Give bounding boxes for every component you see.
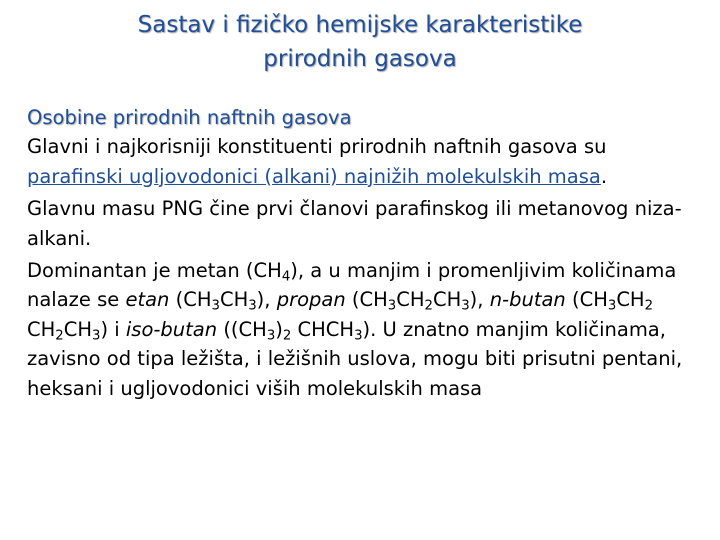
subscript: 2 <box>282 328 292 344</box>
title-line-1: Sastav i fizičko hemijske karakteristike <box>137 12 583 38</box>
subscript: 3 <box>92 328 101 344</box>
text-segment: ) i <box>100 317 126 341</box>
subscript: 3 <box>248 299 257 315</box>
text-segment: ), a u manjim i promenljivim količinama nalaze se <box>27 259 677 312</box>
slide-body <box>27 103 699 403</box>
paragraph-png-mass: Glavnu masu PNG čine prvi članovi parafinskog ili metanovog niza- alkani. <box>27 197 682 250</box>
paragraph-text: Glavni i najkorisniji konstituenti prirodnih naftnih gasova su <box>27 135 607 159</box>
subscript: 2 <box>644 299 654 315</box>
text-segment: Dominantan je metan (CH <box>27 259 282 283</box>
text-segment: (CH <box>345 288 388 312</box>
text-segment: ). U znatno manjim količinama, zavisno od tipa ležišta, i ležišnih uslova, mogu biti prisutni pentani, heksani i ugljovodonici viših molekulskih masa <box>27 317 683 400</box>
italic-iso-butan: iso-butan <box>125 317 218 341</box>
italic-n-butan: n-butan <box>489 288 566 312</box>
text-segment: CH <box>63 317 92 341</box>
text-segment: ), <box>256 288 277 312</box>
text-segment: ) <box>275 317 283 341</box>
subscript: 3 <box>387 299 397 315</box>
text-segment: ((CH <box>217 317 267 341</box>
slide-title <box>40 8 680 76</box>
subscript: 4 <box>281 269 291 285</box>
text-segment: CH <box>396 288 425 312</box>
subscript: 3 <box>266 328 276 344</box>
text-segment: (CH <box>565 288 608 312</box>
subscript: 2 <box>55 328 64 344</box>
subscript: 3 <box>461 299 470 315</box>
text-segment: ), <box>469 288 490 312</box>
italic-etan: etan <box>125 288 170 312</box>
italic-propan: propan <box>276 288 346 312</box>
paragraph-composition <box>27 256 699 403</box>
text-segment: CHCH <box>291 317 355 341</box>
subscript: 3 <box>607 299 617 315</box>
subscript: 3 <box>354 328 363 344</box>
paragraph-end: . <box>600 164 608 188</box>
alkanes-link[interactable]: parafinski ugljovodonici (alkani) najnižih molekulskih masa <box>27 164 601 188</box>
subscript: 3 <box>211 299 220 315</box>
subscript: 2 <box>424 299 433 315</box>
text-segment: CH <box>219 288 249 312</box>
title-line-2: prirodnih gasova <box>263 46 457 72</box>
text-segment: (CH <box>169 288 212 312</box>
paragraph-constituents <box>27 132 699 191</box>
text-segment: CH <box>616 288 645 312</box>
text-segment: CH <box>432 288 462 312</box>
section-subtitle: Osobine prirodnih naftnih gasova <box>27 106 352 129</box>
text-segment: CH <box>27 317 56 341</box>
